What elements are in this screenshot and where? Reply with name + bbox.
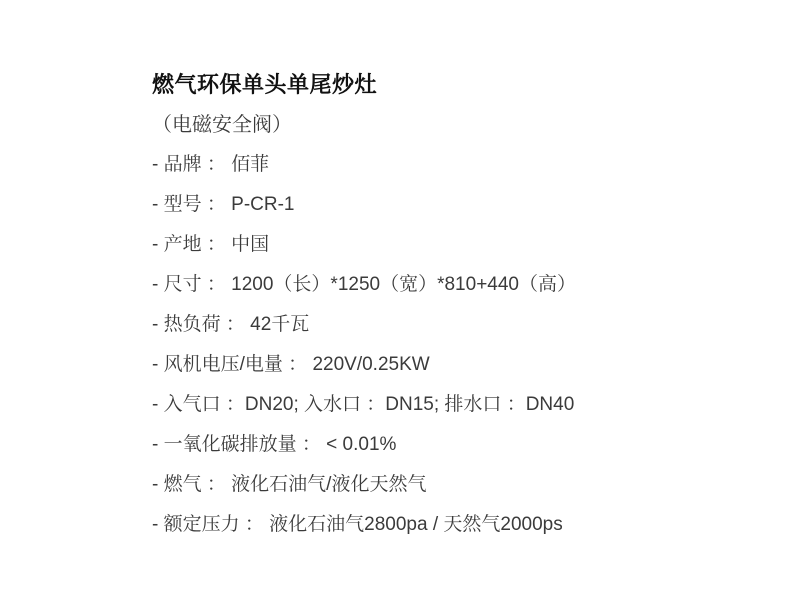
spec-line-origin: - 产地 ： 中国 — [152, 234, 270, 255]
spec-line-dimensions: - 尺寸 ： 1200（长）*1250（宽）*810+440（高） — [152, 274, 576, 295]
spec-line-inlets-outlets: - 入气口 ：DN20; 入水口 ：DN15; 排水口 ：DN40 — [152, 394, 575, 415]
spec-line-model: - 型号 ： P-CR-1 — [152, 194, 295, 215]
spec-line-rated-pressure: - 额定压力 ： 液化石油气2800pa / 天然气2000ps — [152, 514, 563, 535]
spec-line-gas-type: - 燃气 ： 液化石油气/液化天然气 — [152, 474, 427, 495]
product-subtitle: （电磁安全阀） — [152, 114, 292, 136]
spec-list — [152, 145, 760, 545]
spec-line-brand: - 品牌 ： 佰菲 — [152, 154, 270, 175]
spec-line-heat-load: - 热负荷 ： 42千瓦 — [152, 314, 310, 335]
spec-line-fan-power: - 风机电压/电量 ： 220V/0.25KW — [152, 354, 430, 375]
product-title: 燃气环保单头单尾炒灶 — [152, 72, 378, 97]
spec-line-co-emission: - 一氧化碳排放量 ： < 0.01% — [152, 434, 397, 455]
